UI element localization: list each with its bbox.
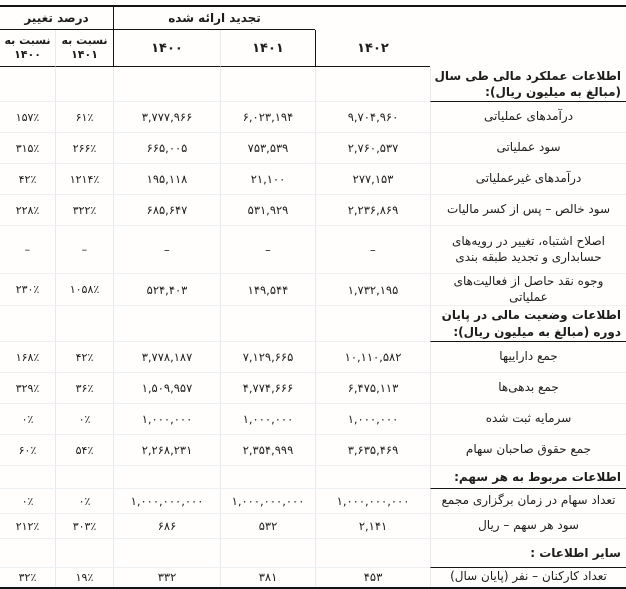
pct-vs-1400: ۱۵۷٪ (0, 102, 55, 133)
value-1400: ۳۳۲ (113, 568, 220, 587)
column-header-1400: ۱۴۰۰ (113, 30, 220, 67)
pct-vs-1400-line2: ۱۴۰۰ (14, 48, 41, 61)
value-1400: ۶۸۵,۶۴۷ (113, 195, 220, 226)
pct-vs-1401: ۳۰۳٪ (55, 514, 113, 539)
value-1402: ۲,۱۴۱ (315, 514, 430, 539)
row-label: جمع حقوق صاحبان سهام (430, 435, 626, 466)
section-title: اطلاعات مربوط به هر سهم: (430, 466, 626, 489)
table-row (0, 274, 626, 306)
pct-vs-1401: ۱۹٪ (55, 568, 113, 587)
pct-vs-1400: ۳۲٪ (18, 570, 37, 584)
row-label: سود خالص – پس از کسر مالیات (430, 195, 626, 226)
value-1400: ۳,۷۷۷,۹۶۶ (113, 102, 220, 133)
value-1400: ۱,۰۰۰,۰۰۰ (113, 404, 220, 435)
row-label: سود عملیاتی (430, 133, 626, 164)
table-row (0, 102, 626, 133)
column-header-1401: ۱۴۰۱ (220, 30, 315, 67)
section-row (0, 67, 626, 102)
value-1401: ۳۸۱ (220, 568, 315, 587)
value-1402: ۱۰,۱۱۰,۵۸۲ (315, 342, 430, 373)
pct-vs-1401: ۰٪ (55, 489, 113, 514)
value-1401: ۵۳۲ (220, 514, 315, 539)
table-row (0, 164, 626, 195)
value-1402: ۹,۷۰۴,۹۶۰ (315, 102, 430, 133)
pct-vs-1400: ۲۱۲٪ (0, 514, 55, 539)
pct-vs-1400: ۱۶۸٪ (0, 342, 55, 373)
column-header-1402: ۱۴۰۲ (315, 30, 430, 67)
table-row (0, 373, 626, 404)
column-header-pct-vs-1401 (55, 30, 113, 67)
header-label-spacer (430, 7, 626, 30)
pct-vs-1401: ۴۲٪ (55, 342, 113, 373)
value-1402: ۲,۲۳۶,۸۶۹ (315, 195, 430, 226)
row-label: سرمایه ثبت شده (430, 404, 626, 435)
value-1400: ۱۹۵,۱۱۸ (113, 164, 220, 195)
row-label: جمع بدهی‌ها (430, 373, 626, 404)
pct-vs-1401: ۳۲۲٪ (55, 195, 113, 226)
row-label: جمع داراییها (430, 342, 626, 373)
table-row (0, 568, 626, 587)
pct-vs-1401: ۵۴٪ (55, 435, 113, 466)
pct-vs-1400: ۲۲۸٪ (0, 195, 55, 226)
value-1402: ۶,۴۷۵,۱۱۳ (315, 373, 430, 404)
pct-vs-1400-line1: نسبت به (4, 34, 51, 48)
value-1401: ۷۵۳,۵۳۹ (220, 133, 315, 164)
value-1402: ۱,۰۰۰,۰۰۰ (315, 404, 430, 435)
section-row (0, 306, 626, 342)
value-1401: ۱,۰۰۰,۰۰۰ (220, 404, 315, 435)
column-header-pct-vs-1400 (0, 30, 55, 67)
value-1402: ۲,۷۶۰,۵۳۷ (315, 133, 430, 164)
value-1400: ۶۶۵,۰۰۵ (113, 133, 220, 164)
value-1401: ۵۳۱,۹۲۹ (220, 195, 315, 226)
value-1400: ۱,۵۰۹,۹۵۷ (113, 373, 220, 404)
row-label: سود هر سهم – ریال (430, 514, 626, 539)
section-title: سایر اطلاعات : (430, 539, 626, 568)
table-row (0, 226, 626, 274)
pct-vs-1401: ۱۰۵۸٪ (55, 274, 113, 306)
section-row (0, 466, 626, 489)
table-row (0, 489, 626, 514)
header-label-column (430, 30, 626, 67)
value-1400: ۵۲۴,۴۰۳ (113, 274, 220, 306)
table-row (0, 404, 626, 435)
value-1400: ۲,۲۶۸,۲۳۱ (113, 435, 220, 466)
value-1401: ۴,۷۷۴,۶۶۶ (220, 373, 315, 404)
pct-vs-1401-line2: ۱۴۰۱ (71, 48, 98, 61)
pct-vs-1400: ۰٪ (0, 404, 55, 435)
pct-vs-1401: – (55, 226, 113, 274)
value-1400: – (113, 226, 220, 274)
pct-vs-1400: ۶۰٪ (0, 435, 55, 466)
table-row (0, 195, 626, 226)
table-row (0, 133, 626, 164)
header-group-restated: تجدید ارائه شده (113, 7, 315, 30)
value-1402: – (315, 226, 430, 274)
row-label: درآمدهای عملیاتی (430, 102, 626, 133)
pct-vs-1400: ۳۲۹٪ (0, 373, 55, 404)
value-1402: ۱,۷۳۲,۱۹۵ (315, 274, 430, 306)
value-1402: ۲۷۷,۱۵۳ (315, 164, 430, 195)
value-1401: ۲۱,۱۰۰ (220, 164, 315, 195)
pct-vs-1401: ۲۶۶٪ (55, 133, 113, 164)
header-group-row (0, 5, 626, 30)
pct-vs-1401: ۰٪ (55, 404, 113, 435)
table-row (0, 342, 626, 373)
row-label: اصلاح اشتباه، تغییر در رویه‌های حسابداری و تجدید طبقه بندی (430, 226, 626, 274)
section-title: اطلاعات عملکرد مالی طی سال (مبالغ به میلیون ریال): (430, 67, 626, 102)
value-1402: ۴۵۳ (315, 568, 430, 587)
value-1401: ۶,۰۲۳,۱۹۴ (220, 102, 315, 133)
pct-vs-1401-line1: نسبت به (61, 34, 108, 48)
value-1402: ۱,۰۰۰,۰۰۰,۰۰۰ (315, 489, 430, 514)
value-1401: – (220, 226, 315, 274)
section-row (0, 539, 626, 568)
pct-vs-1400: ۰٪ (0, 489, 55, 514)
row-label: درآمدهای غیرعملیاتی (430, 164, 626, 195)
row-label: وجوه نقد حاصل از فعالیت‌های عملیاتی (430, 274, 626, 306)
value-1401: ۱۴۹,۵۴۴ (220, 274, 315, 306)
pct-vs-1401: ۱۲۱۴٪ (55, 164, 113, 195)
value-1401: ۷,۱۲۹,۶۶۵ (220, 342, 315, 373)
row-label: تعداد کارکنان – نفر (پایان سال) (430, 568, 626, 587)
value-1400: ۳,۷۷۸,۱۸۷ (113, 342, 220, 373)
value-1401: ۱,۰۰۰,۰۰۰,۰۰۰ (220, 489, 315, 514)
row-label: تعداد سهام در زمان برگزاری مجمع (430, 489, 626, 514)
value-1400: ۱,۰۰۰,۰۰۰,۰۰۰ (113, 489, 220, 514)
table-row (0, 514, 626, 539)
value-1402: ۳,۶۳۵,۴۶۹ (315, 435, 430, 466)
pct-vs-1400: ۳۱۵٪ (0, 133, 55, 164)
pct-vs-1400: ۲۳۰٪ (0, 274, 55, 306)
pct-vs-1401: ۶۱٪ (55, 102, 113, 133)
table-row (0, 435, 626, 466)
value-1401: ۲,۳۵۴,۹۹۹ (220, 435, 315, 466)
pct-vs-1400: ۴۲٪ (0, 164, 55, 195)
pct-vs-1400: – (0, 226, 55, 274)
header-1402-spacer (315, 7, 430, 30)
header-group-percent-change: درصد تغییر (0, 7, 113, 30)
header-columns-row (0, 30, 626, 67)
pct-vs-1401: ۳۶٪ (55, 373, 113, 404)
value-1400: ۶۸۶ (113, 514, 220, 539)
section-title: اطلاعات وضعیت مالی در پایان دوره (مبالغ به میلیون ریال): (430, 306, 626, 342)
